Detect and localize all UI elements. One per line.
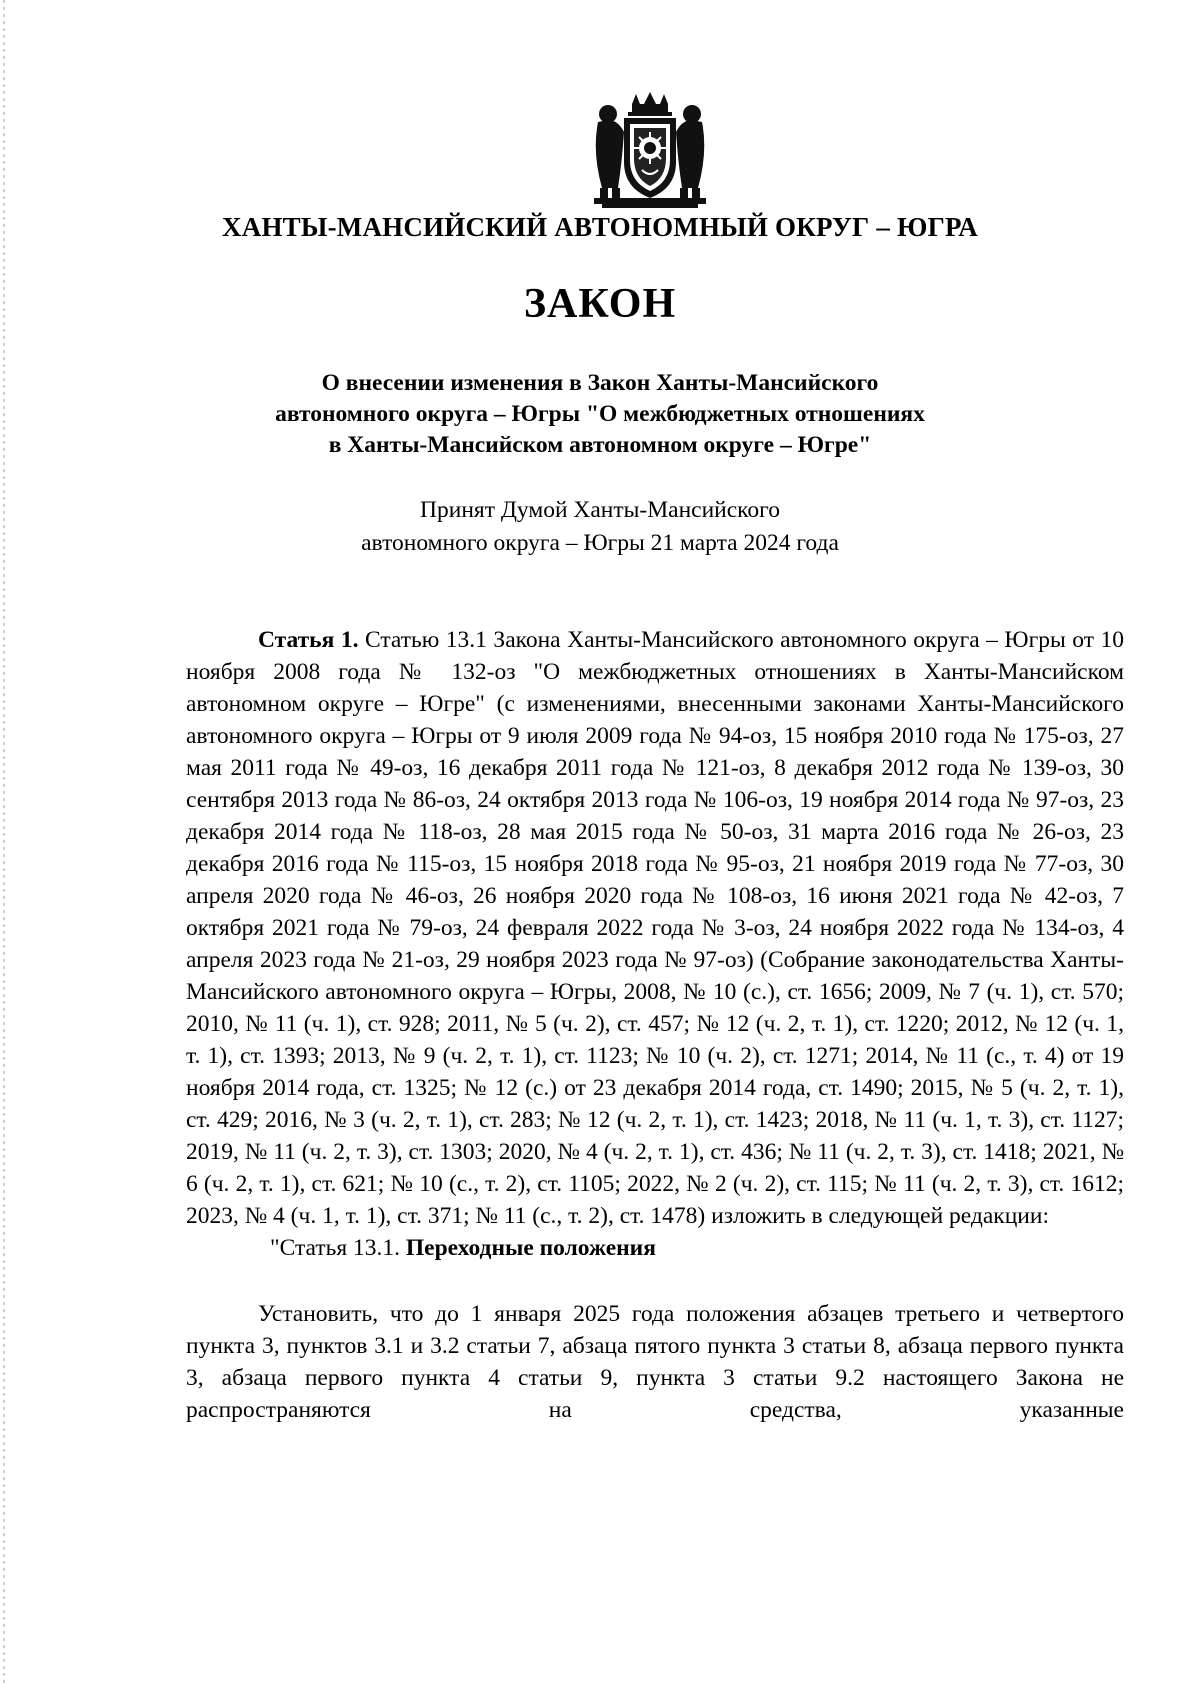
new-article-paragraph: Установить, что до 1 января 2025 года положения абзацев третьего и четвертого пункта 3, пунктов 3.1 и 3.2 статьи 7, абзаца пятого пункта 3 статьи 8, абзаца первого пункта 3, абзаца первого пункта 4 статьи 9, пункта 3 статьи 9.2 настоящего Закона не распространяются на средства, указанные [186,1301,1124,1423]
coat-of-arms-emblem [588,92,712,216]
article-1-label: Статья 1. [258,627,359,653]
shield-icon [624,118,676,198]
law-title-line: автономного округа – Югры "О межбюджетных отношениях [275,401,925,427]
new-article-heading [186,1232,1124,1264]
adoption-note-line: автономного округа – Югры 21 марта 2024 года [361,530,839,556]
emblem-base [594,198,706,208]
region-heading: ХАНТЫ-МАНСИЙСКИЙ АВТОНОМНЫЙ ОКРУГ – ЮГРА [222,212,978,242]
new-article-title: Переходные положения [405,1235,656,1261]
document-body [186,624,1124,1426]
adoption-note-line: Принят Думой Ханты-Мансийского [420,497,780,523]
crown-icon [628,92,672,116]
bear-supporter-left-icon [596,105,624,198]
article-1-paragraph [186,624,1124,1232]
law-title [0,368,1200,461]
scan-edge-artifact [3,0,5,1683]
article-1-text: Статью 13.1 Закона Ханты-Мансийского автономного округа – Югры от 10 ноября 2008 года № 132-оз "О межбюджетных отношениях в Ханты-Мансийском автономном округе – Югре" (с изменениями, внесенными законами Ханты-Мансийского автономного округа – Югры от 9 июля 2009 года № 94-оз, 15 ноября 2010 года № 175-оз, 27 мая 2011 года № 49-оз, 16 декабря 2011 года № 121-оз, 8 декабря 2012 года № 139-оз, 30 сентября 2013 года № 86-оз, 24 октября 2013 года № 106-оз, 19 ноября 2014 года № 97-оз, 23 декабря 2014 года № 118-оз, 28 мая 2015 года № 50-оз, 31 марта 2016 года № 26-оз, 23 декабря 2016 года № 115-оз, 15 ноября 2018 года № 95-оз, 21 ноября 2019 года № 77-оз, 30 апреля 2020 года № 46-оз, 26 ноября 2020 года № 108-оз, 16 июня 2021 года № 42-оз, 7 октября 2021 года № 79-оз, 24 февраля 2022 года № 3-оз, 24 ноября 2022 года № 134-оз, 4 апреля 2023 года № 21-оз, 29 ноября 2023 года № 97-оз) (Собрание законодательства Ханты-Мансийского автономного округа – Югры, 2008, № 10 (с.), ст. 1656; 2009, № 7 (ч. 1), ст. 570; 2010, № 11 (ч. 1), ст. 928; 2011, № 5 (ч. 2), ст. 457; № 12 (ч. 2, т. 1), ст. 1220; 2012, № 12 (ч. 1, т. 1), ст. 1393; 2013, № 9 (ч. 2, т. 1), ст. 1123; № 10 (ч. 2), ст. 1271; 2014, № 11 (с., т. 4) от 19 ноября 2014 года, ст. 1325; № 12 (с.) от 23 декабря 2014 года, ст. 1490; 2015, № 5 (ч. 2, т. 1), ст. 429; 2016, № 3 (ч. 2, т. 1), ст. 283; № 12 (ч. 2, т. 1), ст. 1423; 2018, № 11 (ч. 1, т. 3), ст. 1127; 2019, № 11 (ч. 2, т. 3), ст. 1303; 2020, № 4 (ч. 2, т. 1), ст. 436; № 11 (ч. 2, т. 3), ст. 1418; 2021, № 6 (ч. 2, т. 1), ст. 621; № 10 (с., т. 2), ст. 1105; 2022, № 2 (ч. 2), ст. 115; № 11 (ч. 2, т. 3), ст. 1612; 2023, № 4 (ч. 1, т. 1), ст. 371; № 11 (с., т. 2), ст. 1478) изложить в следующей редакции: [186,627,1124,1229]
law-title-line: О внесении изменения в Закон Ханты-Мансийского [321,370,879,396]
bear-supporter-right-icon [676,105,704,198]
adoption-note [0,494,1200,560]
document-type-heading: ЗАКОН [523,281,677,327]
new-article-prefix: "Статья 13.1. [270,1235,406,1261]
law-title-line: в Ханты-Мансийском автономном округе – Югре" [328,432,872,458]
